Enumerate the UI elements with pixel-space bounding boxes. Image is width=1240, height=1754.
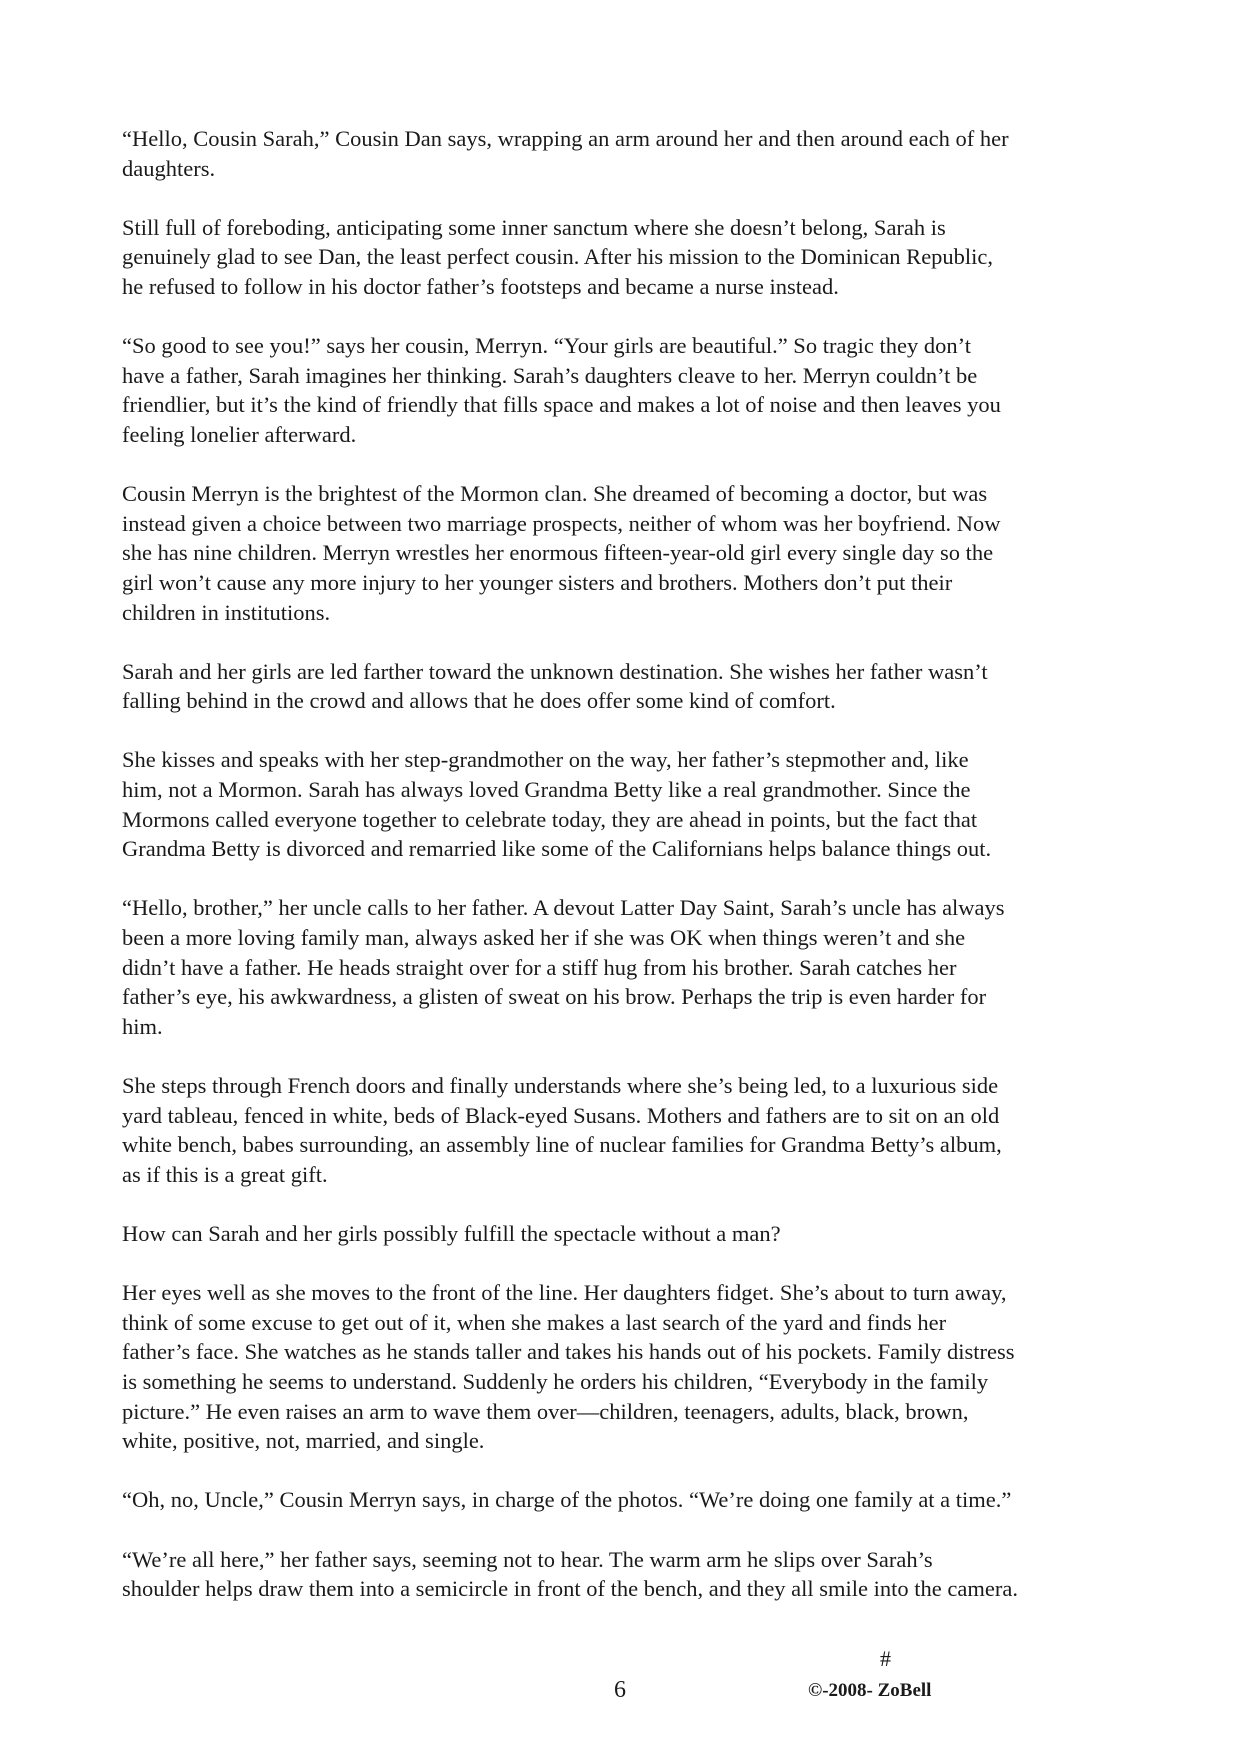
text-line: she has nine children. Merryn wrestles her enormous fifteen-year-old girl every single day so the [122,540,994,566]
text-line: yard tableau, fenced in white, beds of Black-eyed Susans. Mothers and fathers are to sit on an old [122,1102,1000,1128]
paragraph-2 [122,213,1122,302]
text-line: father’s face. She watches as he stands taller and takes his hands out of his pockets. Family distress [122,1339,1015,1365]
paragraph-3 [122,331,1122,449]
paragraph-8 [122,1071,1122,1189]
text-line: “Hello, brother,” her uncle calls to her father. A devout Latter Day Saint, Sarah’s uncle has always [122,895,1005,921]
text-line: picture.” He even raises an arm to wave them over—children, teenagers, adults, black, brown, [122,1398,969,1424]
paragraph-6 [122,745,1122,863]
text-line: “Hello, Cousin Sarah,” Cousin Dan says, wrapping an arm around her and then around each of her [122,126,1009,151]
text-line: father’s eye, his awkwardness, a glisten of sweat on his brow. Perhaps the trip is even harder for [122,984,987,1010]
text-line: him. [122,1013,163,1039]
paragraph-4 [122,479,1122,627]
paragraph-10 [122,1278,1122,1456]
text-line: Mormons called everyone together to celebrate today, they are ahead in points, but the fact that [122,806,978,832]
text-line: he refused to follow in his doctor father’s footsteps and became a nurse instead. [122,273,839,299]
text-line: shoulder helps draw them into a semicircle in front of the bench, and they all smile into the camera. [122,1576,1018,1602]
text-line: Grandma Betty is divorced and remarried like some of the Californians helps balance things out. [122,836,992,862]
text-line: him, not a Mormon. Sarah has always loved Grandma Betty like a real grandmother. Since the [122,777,971,803]
text-line: genuinely glad to see Dan, the least perfect cousin. After his mission to the Dominican Republic, [122,244,994,270]
text-line: have a father, Sarah imagines her thinking. Sarah’s daughters cleave to her. Merryn couldn’t be [122,362,978,388]
text-line: She kisses and speaks with her step-grandmother on the way, her father’s stepmother and, like [122,747,969,773]
text-line: didn’t have a father. He heads straight over for a stiff hug from his brother. Sarah catches her [122,954,957,980]
text-line: Still full of foreboding, anticipating some inner sanctum where she doesn’t belong, Sarah is [122,214,946,240]
text-line: falling behind in the crowd and allows that he does offer some kind of comfort. [122,688,836,714]
paragraph-9 [122,1219,1122,1249]
story-text [122,124,1122,1633]
paragraph-1 [122,124,1122,183]
text-line: Cousin Merryn is the brightest of the Mormon clan. She dreamed of becoming a doctor, but was [122,481,988,507]
text-line: children in institutions. [122,599,331,625]
text-line: friendlier, but it’s the kind of friendly that fills space and makes a lot of noise and then leaves you [122,392,1001,418]
paragraph-7 [122,893,1122,1041]
text-line: “So good to see you!” says her cousin, Merryn. “Your girls are beautiful.” So tragic they don’t [122,333,971,359]
text-line: girl won’t cause any more injury to her younger sisters and brothers. Mothers don’t put their [122,569,953,595]
paragraph-5 [122,657,1122,716]
text-line: “We’re all here,” her father says, seeming not to hear. The warm arm he slips over Sarah’s [122,1546,933,1572]
text-line: feeling lonelier afterward. [122,421,357,447]
page-number: 6 [614,1677,626,1703]
text-line: as if this is a great gift. [122,1161,328,1187]
paragraph-12 [122,1545,1122,1604]
text-line: white, positive, not, married, and single. [122,1428,485,1454]
text-line: instead given a choice between two marriage prospects, neither of whom was her boyfriend. Now [122,510,1001,536]
text-line: is something he seems to understand. Suddenly he orders his children, “Everybody in the family [122,1368,989,1394]
end-mark: # [880,1646,891,1671]
text-line: Sarah and her girls are led farther toward the unknown destination. She wishes her father wasn’t [122,658,988,684]
text-line: She steps through French doors and finally understands where she’s being led, to a luxurious side [122,1073,999,1098]
text-line: How can Sarah and her girls possibly fulfill the spectacle without a man? [122,1220,781,1246]
text-line: Her eyes well as she moves to the front of the line. Her daughters fidget. She’s about to turn away, [122,1280,1007,1306]
paragraph-11 [122,1485,1122,1515]
text-line: daughters. [122,155,216,181]
text-line: been a more loving family man, always asked her if she was OK when things weren’t and she [122,925,966,951]
text-line: “Oh, no, Uncle,” Cousin Merryn says, in charge of the photos. “We’re doing one family at a time.” [122,1487,1012,1513]
copyright-notice: ©-2008- ZoBell [808,1680,932,1701]
text-line: think of some excuse to get out of it, when she makes a last search of the yard and finds her [122,1309,947,1335]
text-line: white bench, babes surrounding, an assembly line of nuclear families for Grandma Betty’s album, [122,1132,1002,1158]
